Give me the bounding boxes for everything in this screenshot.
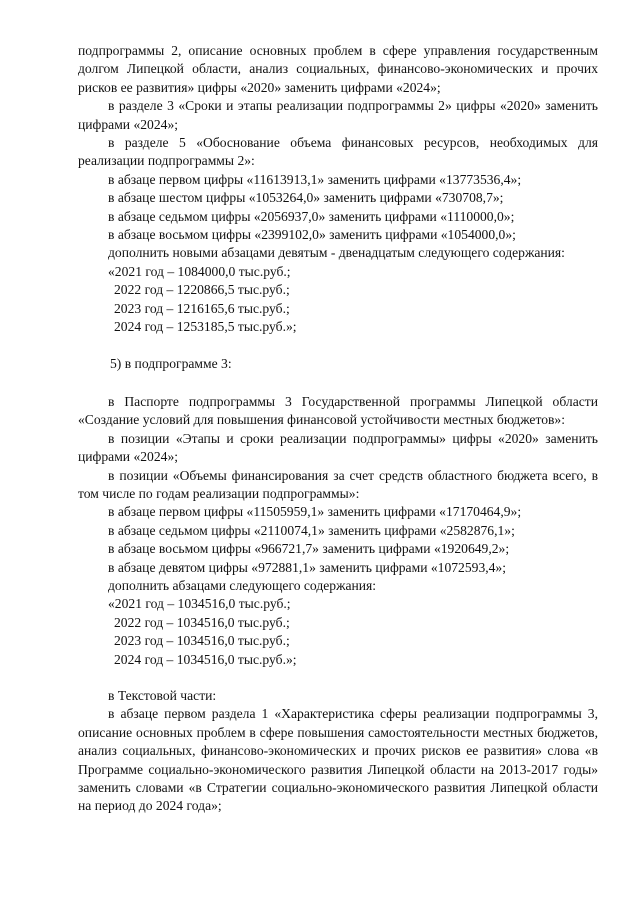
paragraph-section3-dates: в разделе 3 «Сроки и этапы реализации подпрограммы 2» цифры «2020» заменить цифрами «2024»; (78, 98, 598, 132)
paragraph-financing-position: в позиции «Объемы финансирования за счет средств областного бюджета всего, в том числе по годам реализации подпрограммы»: (78, 467, 598, 501)
list-item: в абзаце девятом цифры «972881,1» заменить цифрами «1072593,4»; (108, 559, 507, 575)
year-amount-line: 2023 год – 1034516,0 тыс.руб.; (114, 633, 290, 649)
spacer (78, 373, 598, 393)
text-part-heading: в Текстовой части: (108, 688, 217, 703)
list-item: в абзаце шестом цифры «1053264,0» заменить цифрами «730708,7»; (108, 190, 504, 206)
list-item: в абзаце восьмом цифры «966721,7» заменить цифрами «1920649,2»; (108, 541, 510, 557)
year-amount-line: «2021 год – 1084000,0 тыс.руб.; (108, 263, 291, 279)
paragraph-add-paragraphs: дополнить абзацами следующего содержания: (108, 577, 377, 593)
year-amount-line: 2022 год – 1034516,0 тыс.руб.; (114, 614, 290, 630)
document-page (78, 42, 598, 816)
paragraph-add-new-paragraphs: дополнить новыми абзацами девятым - двенадцатым следующего содержания: (108, 245, 565, 261)
subprogram3-heading: 5) в подпрограмме 3: (110, 355, 232, 371)
year-amount-line: «2021 год – 1034516,0 тыс.руб.; (108, 596, 291, 612)
paragraph-section1-characteristics: в абзаце первом раздела 1 «Характеристика сферы реализации подпрограммы 3, описание основных проблем в сфере повышения самостоятельности местных бюджетов, анализ социальных, финансово-экономических и прочих рисков ее развития» слова «в Программе социально-экономического развития Липецкой области на 2013-2017 годы» заменить словами «в Стратегии социально-экономического развития Липецкой области на период до 2024 года»; (78, 706, 598, 814)
list-item: в абзаце седьмом цифры «2056937,0» заменить цифрами «1110000,0»; (108, 208, 515, 224)
year-amount-line: 2024 год – 1253185,5 тыс.руб.»; (114, 319, 297, 335)
paragraph-subprogram2-description: подпрограммы 2, описание основных проблем в сфере управления государственным долгом Липецкой области, анализ социальных, финансово-экономических и прочих рисков ее развития» цифры «2020» заменить цифрами «2024»; (78, 43, 598, 95)
list-item: в абзаце восьмом цифры «2399102,0» заменить цифрами «1054000,0»; (108, 227, 516, 243)
list-item: в абзаце первом цифры «11505959,1» заменить цифрами «17170464,9»; (108, 504, 522, 520)
spacer (78, 337, 598, 355)
year-amount-line: 2022 год – 1220866,5 тыс.руб.; (114, 282, 290, 298)
list-item: в абзаце седьмом цифры «2110074,1» заменить цифрами «2582876,1»; (108, 522, 515, 538)
year-amount-line: 2023 год – 1216165,6 тыс.руб.; (114, 300, 290, 316)
spacer (78, 669, 598, 687)
paragraph-section5-heading: в разделе 5 «Обоснование объема финансовых ресурсов, необходимых для реализации подпрограммы 2»: (78, 135, 598, 169)
paragraph-stages-position: в позиции «Этапы и сроки реализации подпрограммы» цифры «2020» заменить цифрами «2024»; (78, 430, 598, 465)
list-item: в абзаце первом цифры «11613913,1» заменить цифрами «13773536,4»; (108, 171, 522, 187)
paragraph-passport-subprogram3: в Паспорте подпрограммы 3 Государственной программы Липецкой области «Создание условий для повышения финансовой устойчивости местных бюджетов»: (78, 393, 598, 428)
year-amount-line: 2024 год – 1034516,0 тыс.руб.»; (114, 651, 297, 667)
